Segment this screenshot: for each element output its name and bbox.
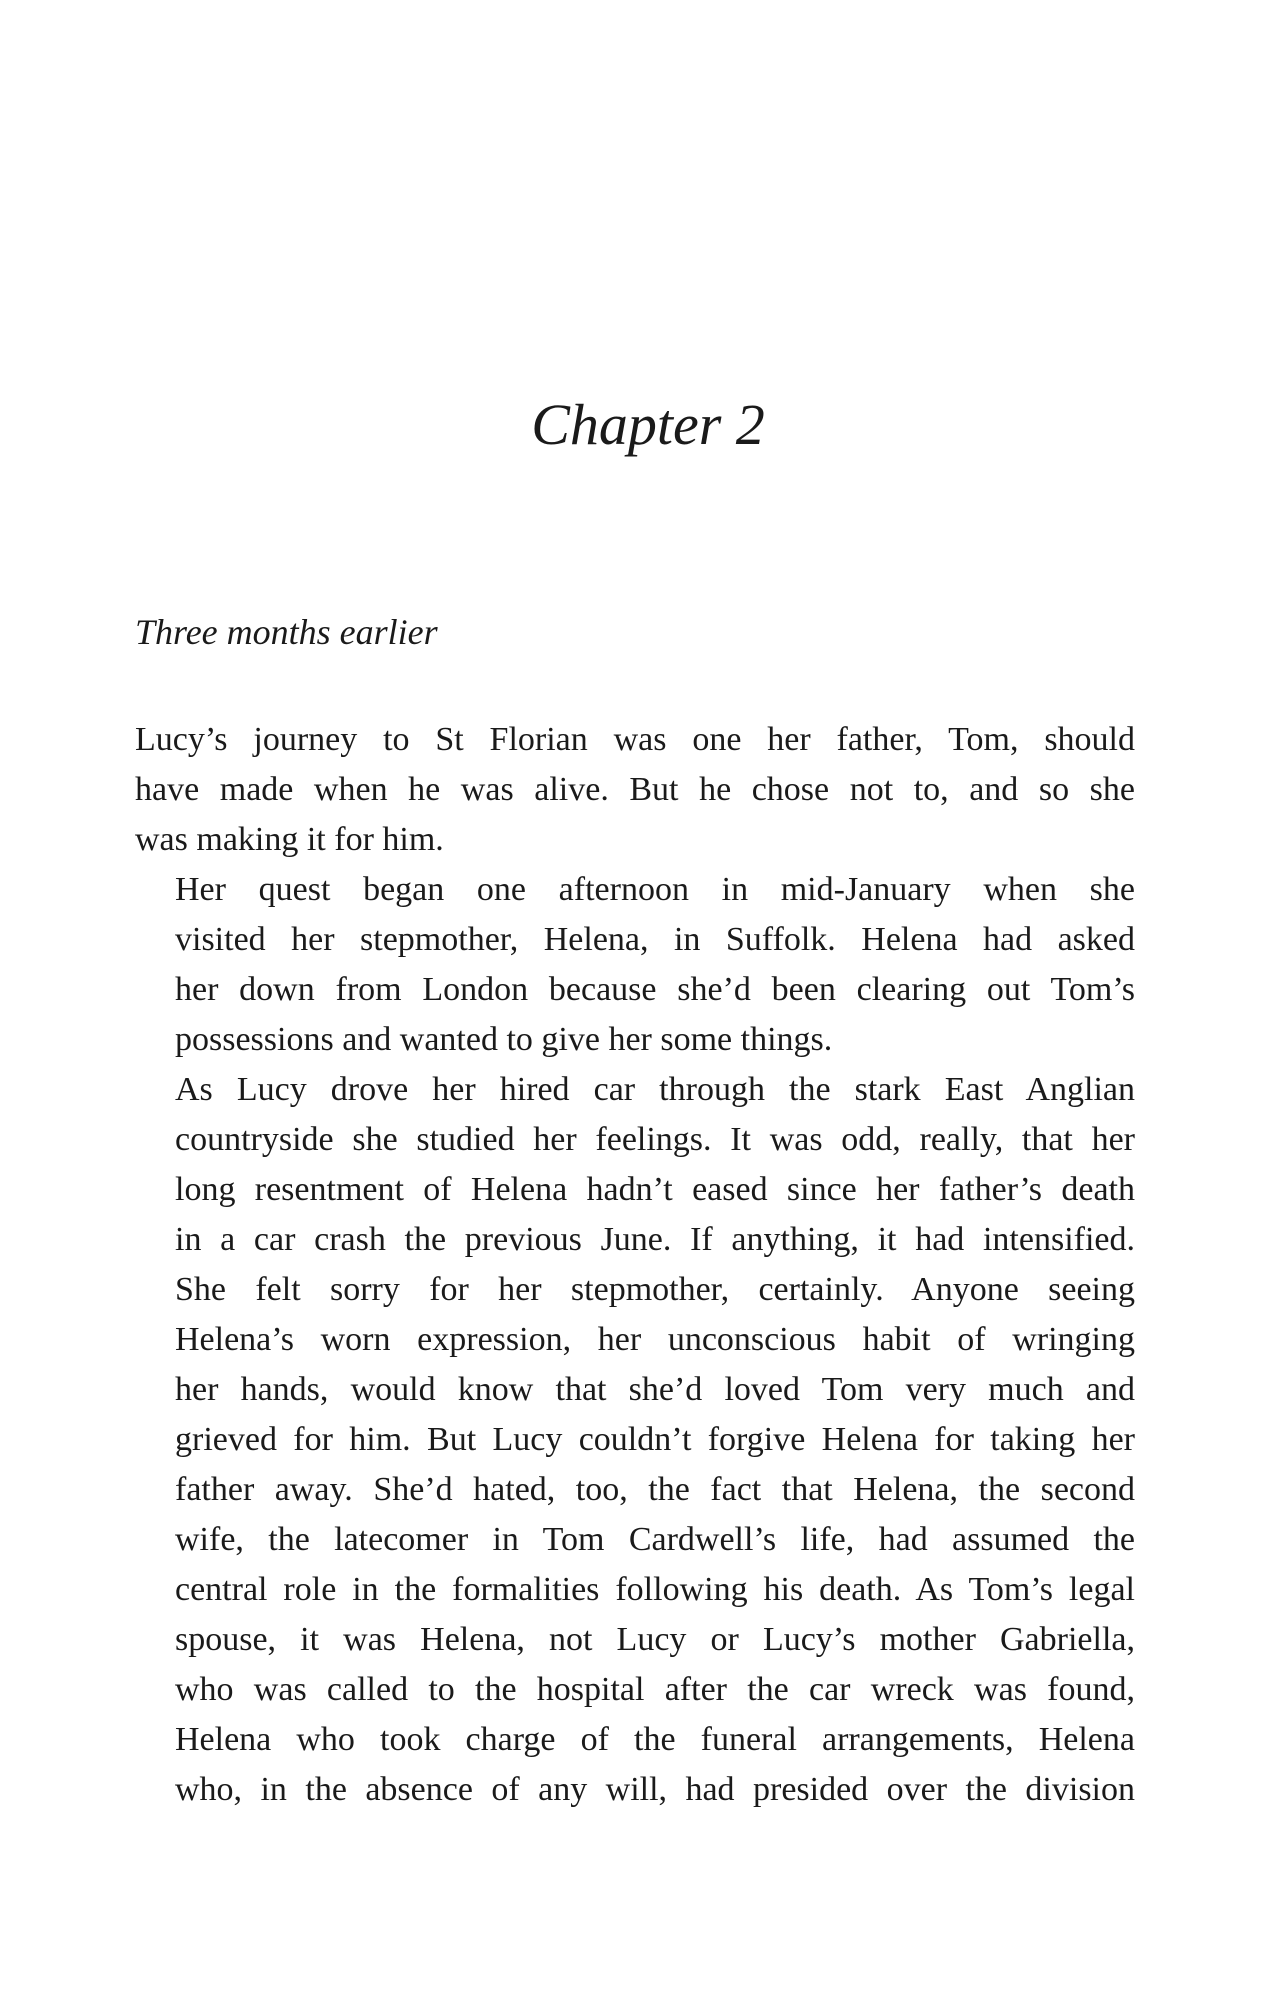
- text-line: have made when he was alive. But he chose not to, and so she: [135, 771, 1135, 808]
- text-line: Lucy’s journey to St Florian was one her father, Tom, should: [135, 721, 1135, 758]
- text-line: countryside she studied her feelings. It was odd, really, that her: [175, 1121, 1135, 1158]
- paragraph: [135, 865, 1135, 1065]
- text-line: As Lucy drove her hired car through the stark East Anglian: [175, 1071, 1135, 1108]
- text-line: in a car crash the previous June. If anything, it had intensified.: [175, 1221, 1135, 1258]
- body-text: [135, 715, 1135, 1815]
- text-line: who, in the absence of any will, had presided over the division: [175, 1771, 1135, 1808]
- text-line: was making it for him.: [135, 821, 444, 858]
- chapter-title: Chapter 2: [531, 392, 765, 457]
- section-heading: Three months earlier: [135, 612, 438, 652]
- text-line: visited her stepmother, Helena, in Suffolk. Helena had asked: [175, 921, 1135, 958]
- text-line: possessions and wanted to give her some things.: [175, 1021, 833, 1058]
- text-line: grieved for him. But Lucy couldn’t forgive Helena for taking her: [175, 1421, 1135, 1458]
- text-line: her down from London because she’d been clearing out Tom’s: [175, 971, 1135, 1008]
- text-line: Her quest began one afternoon in mid-January when she: [175, 871, 1135, 908]
- text-line: wife, the latecomer in Tom Cardwell’s life, had assumed the: [175, 1521, 1135, 1558]
- paragraph: [135, 715, 1135, 865]
- text-line: her hands, would know that she’d loved Tom very much and: [175, 1371, 1135, 1408]
- paragraph: [135, 1065, 1135, 1815]
- text-line: She felt sorry for her stepmother, certainly. Anyone seeing: [175, 1271, 1135, 1308]
- text-line: spouse, it was Helena, not Lucy or Lucy’s mother Gabriella,: [175, 1621, 1135, 1658]
- text-line: long resentment of Helena hadn’t eased since her father’s death: [175, 1171, 1135, 1208]
- text-line: Helena’s worn expression, her unconscious habit of wringing: [175, 1321, 1135, 1358]
- text-line: Helena who took charge of the funeral arrangements, Helena: [175, 1721, 1135, 1758]
- text-line: father away. She’d hated, too, the fact that Helena, the second: [175, 1471, 1135, 1508]
- text-line: who was called to the hospital after the car wreck was found,: [175, 1671, 1135, 1708]
- text-line: central role in the formalities following his death. As Tom’s legal: [175, 1571, 1135, 1608]
